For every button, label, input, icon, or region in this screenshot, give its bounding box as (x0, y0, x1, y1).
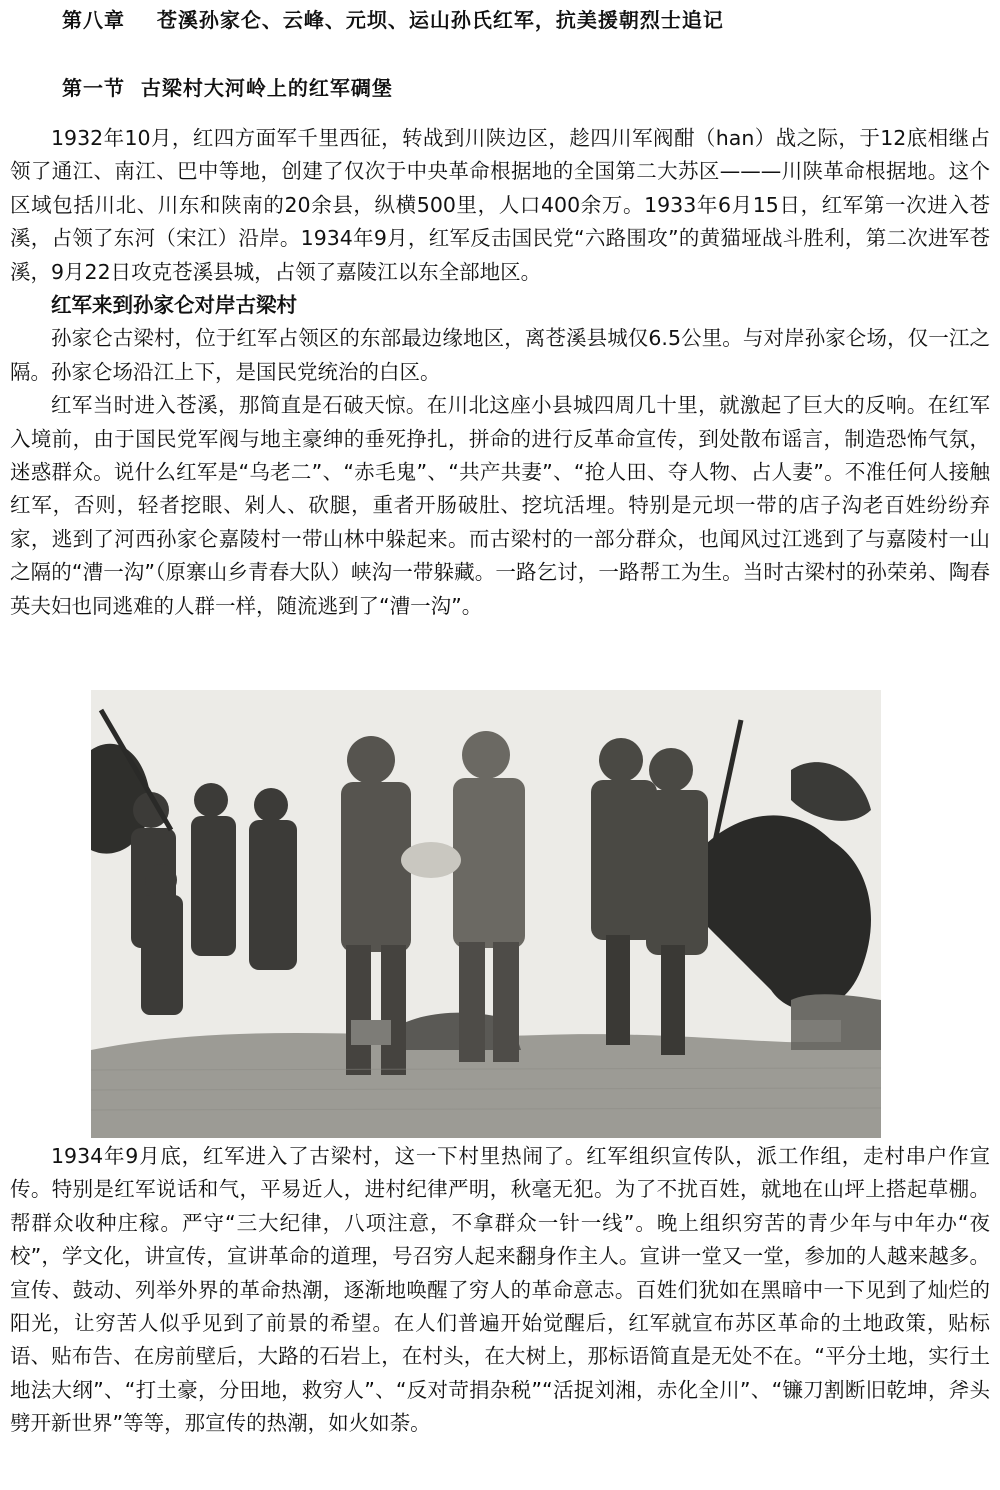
subheading: 红军来到孙家仑对岸古梁村 (51, 293, 297, 318)
section-title: 第一节 古梁村大河岭上的红军碉堡 (62, 76, 393, 100)
paragraph: 红军当时进入苍溪，那简直是石破天惊。在川北这座小县城四周几十里，就激起了巨大的反响。在红军入境前，由于国民党军阀与地主豪绅的垂死挣扎，拼命的进行反革命宣传，到处散布谣言，制造恐怖气氛，迷惑群众。说什么红军是“乌老二”、“赤毛鬼”、“共产共妻”、“抢人田、夺人物、占人妻”。不准任何人接触红军，否则，轻者挖眼、剁人、砍腿，重者开肠破肚、挖坑活埋。特别是元坝一带的店子沟老百姓纷纷弃家，逃到了河西孙家仑嘉陵村一带山林中躲起来。而古梁村的一部分群众，也闻风过江逃到了与嘉陵村一山之隔的“漕一沟”（原寨山乡青春大队）峡沟一带躲藏。一路乞讨，一路帮工为生。当时古梁村的孙荣弟、陶春英夫妇也同逃难的人群一样，随流逃到了“漕一沟”。 (10, 393, 990, 618)
chapter-title: 第八章 苍溪孙家仑、云峰、元坝、运山孙氏红军，抗美援朝烈士追记 (62, 8, 724, 32)
body-text-top (10, 122, 990, 623)
illustration-red-army-greeting (91, 690, 881, 1138)
body-text-bottom (10, 1140, 990, 1441)
paragraph: 1934年9月底，红军进入了古梁村，这一下村里热闹了。红军组织宣传队，派工作组，走村串户作宣传。特别是红军说话和气，平易近人，进村纪律严明，秋毫无犯。为了不扰百姓，就地在山坪上搭起草棚。帮群众收种庄稼。严守“三大纪律，八项注意，不拿群众一针一线”。晚上组织穷苦的青少年与中年办“夜校”，学文化，讲宣传，宣讲革命的道理，号召穷人起来翻身作主人。宣讲一堂又一堂，参加的人越来越多。宣传、鼓动、列举外界的革命热潮，逐渐地唤醒了穷人的革命意志。百姓们犹如在黑暗中一下见到了灿烂的阳光，让穷苦人似乎见到了前景的希望。在人们普遍开始觉醒后，红军就宣布苏区革命的土地政策，贴标语、贴布告、在房前壁后，大路的石岩上，在村头，在大树上，那标语简直是无处不在。“平分土地，实行土地法大纲”、“打土豪，分田地，救穷人”、“反对苛捐杂税”“活捉刘湘，赤化全川”、“镰刀割断旧乾坤，斧头劈开新世界”等等，那宣传的热潮，如火如荼。 (10, 1144, 990, 1436)
paragraph: 孙家仑古梁村，位于红军占领区的东部最边缘地区，离苍溪县城仅6.5公里。与对岸孙家仑场，仅一江之隔。孙家仑场沿江上下，是国民党统治的白区。 (10, 326, 990, 384)
illustration-drawing (91, 690, 881, 1138)
paragraph: 1932年10月，红四方面军千里西征，转战到川陕边区，趁四川军阀酣（han）战之际，于12底相继占领了通江、南江、巴中等地，创建了仅次于中央革命根据地的全国第二大苏区———川陕革命根据地。这个区域包括川北、川东和陕南的20余县，纵横500里，人口400余万。1933年6月15日，红军第一次进入苍溪，占领了东河（宋江）沿岸。1934年9月，红军反击国民党“六路围攻”的黄猫垭战斗胜利，第二次进军苍溪，9月22日攻克苍溪县城，占领了嘉陵江以东全部地区。 (10, 126, 990, 284)
